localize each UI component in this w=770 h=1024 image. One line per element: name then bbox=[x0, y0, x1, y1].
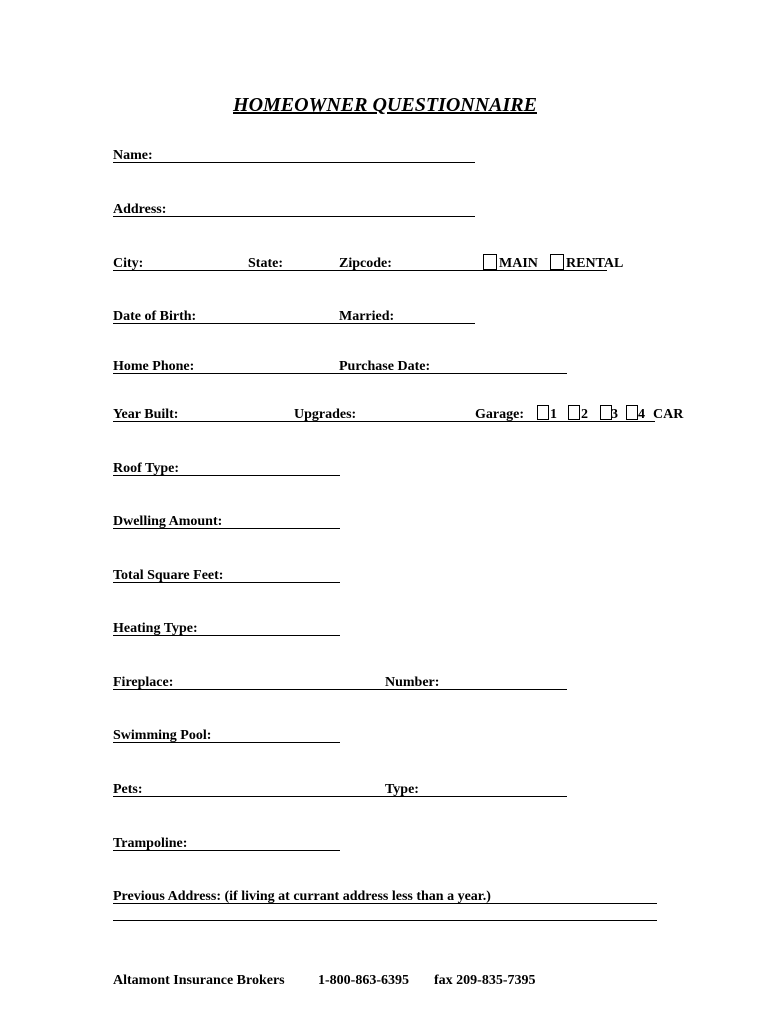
garage-1-checkbox[interactable] bbox=[537, 405, 549, 420]
purchase-date-field[interactable] bbox=[440, 359, 567, 373]
fireplace-number-underline bbox=[113, 689, 567, 690]
swimming-pool-label: Swimming Pool: bbox=[113, 728, 212, 743]
date-of-birth-label: Date of Birth: bbox=[113, 309, 197, 324]
phone-purchase-underline bbox=[113, 373, 567, 374]
heating-type-underline bbox=[113, 635, 340, 636]
page-title: HOMEOWNER QUESTIONNAIRE bbox=[233, 94, 537, 116]
type-field[interactable] bbox=[425, 782, 567, 796]
garage-2-label: 2 bbox=[581, 407, 588, 422]
footer-fax: fax 209-835-7395 bbox=[434, 973, 536, 988]
type-label: Type: bbox=[385, 782, 419, 797]
garage-4-label: 4 bbox=[638, 407, 645, 422]
address-field[interactable] bbox=[173, 202, 475, 216]
previous-address-underline-1 bbox=[113, 903, 657, 904]
purchase-date-label: Purchase Date: bbox=[339, 359, 431, 374]
total-square-feet-underline bbox=[113, 582, 340, 583]
previous-address-field[interactable] bbox=[527, 889, 657, 903]
home-phone-label: Home Phone: bbox=[113, 359, 195, 374]
swimming-pool-field[interactable] bbox=[220, 728, 340, 742]
state-field[interactable] bbox=[290, 256, 336, 270]
previous-address-field-line-2[interactable] bbox=[113, 906, 657, 920]
swimming-pool-underline bbox=[113, 742, 340, 743]
home-phone-field[interactable] bbox=[203, 359, 335, 373]
rental-checkbox[interactable] bbox=[550, 254, 564, 270]
year-built-label: Year Built: bbox=[113, 407, 179, 422]
number-label: Number: bbox=[385, 675, 440, 690]
garage-label: Garage: bbox=[475, 407, 524, 422]
dwelling-amount-underline bbox=[113, 528, 340, 529]
heating-type-field[interactable] bbox=[208, 621, 340, 635]
name-field[interactable] bbox=[160, 148, 475, 162]
car-label: CAR bbox=[653, 407, 684, 422]
city-field[interactable] bbox=[150, 256, 244, 270]
trampoline-field[interactable] bbox=[197, 836, 340, 850]
garage-4-checkbox[interactable] bbox=[626, 405, 638, 420]
heating-type-label: Heating Type: bbox=[113, 621, 198, 636]
upgrades-field[interactable] bbox=[364, 407, 472, 421]
fireplace-label: Fireplace: bbox=[113, 675, 174, 690]
rental-label: RENTAL bbox=[566, 256, 624, 271]
garage-1-label: 1 bbox=[550, 407, 557, 422]
trampoline-underline bbox=[113, 850, 340, 851]
married-field[interactable] bbox=[402, 309, 475, 323]
garage-2-checkbox[interactable] bbox=[568, 405, 580, 420]
pets-type-underline bbox=[113, 796, 567, 797]
married-label: Married: bbox=[339, 309, 395, 324]
name-label: Name: bbox=[113, 148, 153, 163]
footer-company: Altamont Insurance Brokers bbox=[113, 973, 285, 988]
number-field[interactable] bbox=[446, 675, 567, 689]
address-underline bbox=[113, 216, 475, 217]
previous-address-underline-2 bbox=[113, 920, 657, 921]
footer-phone: 1-800-863-6395 bbox=[318, 973, 409, 988]
fireplace-field[interactable] bbox=[180, 675, 380, 689]
dwelling-amount-label: Dwelling Amount: bbox=[113, 514, 223, 529]
roof-type-underline bbox=[113, 475, 340, 476]
trampoline-label: Trampoline: bbox=[113, 836, 188, 851]
main-checkbox[interactable] bbox=[483, 254, 497, 270]
state-label: State: bbox=[248, 256, 283, 271]
main-label: MAIN bbox=[499, 256, 538, 271]
dob-married-underline bbox=[113, 323, 475, 324]
year-upgrades-garage-underline bbox=[113, 421, 655, 422]
previous-address-label: Previous Address: (if living at currant address less than a year.) bbox=[113, 889, 491, 904]
address-label: Address: bbox=[113, 202, 167, 217]
zipcode-field[interactable] bbox=[400, 256, 480, 270]
total-square-feet-field[interactable] bbox=[236, 568, 340, 582]
roof-type-field[interactable] bbox=[188, 461, 340, 475]
date-of-birth-field[interactable] bbox=[205, 309, 335, 323]
year-built-field[interactable] bbox=[187, 407, 291, 421]
name-underline bbox=[113, 162, 475, 163]
roof-type-label: Roof Type: bbox=[113, 461, 179, 476]
zipcode-label: Zipcode: bbox=[339, 256, 392, 271]
pets-field[interactable] bbox=[148, 782, 380, 796]
dwelling-amount-field[interactable] bbox=[234, 514, 340, 528]
city-label: City: bbox=[113, 256, 144, 271]
total-square-feet-label: Total Square Feet: bbox=[113, 568, 224, 583]
pets-label: Pets: bbox=[113, 782, 143, 797]
upgrades-label: Upgrades: bbox=[294, 407, 357, 422]
garage-3-label: 3 bbox=[611, 407, 618, 422]
